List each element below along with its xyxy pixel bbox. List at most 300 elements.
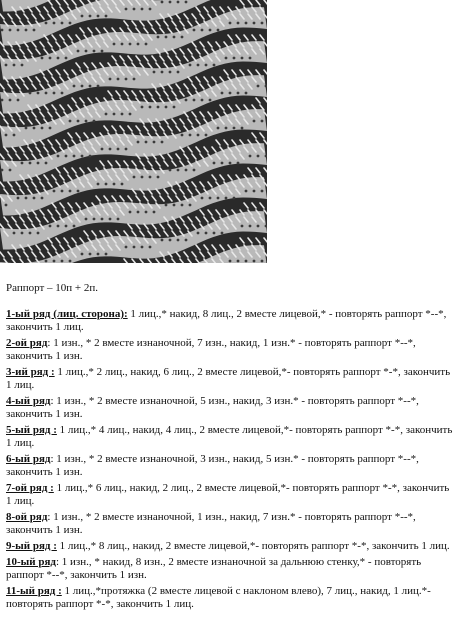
eyelet-hole bbox=[161, 239, 164, 242]
eyelet-hole bbox=[141, 8, 144, 11]
stitch-mark bbox=[184, 112, 188, 117]
stitch-mark bbox=[204, 119, 208, 124]
eyelet-hole bbox=[181, 134, 184, 137]
stitch-mark bbox=[156, 63, 160, 68]
eyelet-hole bbox=[229, 92, 232, 95]
stitch-mark bbox=[128, 196, 132, 201]
eyelet-hole bbox=[89, 85, 92, 88]
stitch-mark bbox=[220, 245, 224, 250]
stitch-mark bbox=[144, 196, 148, 201]
eyelet-hole bbox=[61, 92, 64, 95]
eyelet-hole bbox=[85, 218, 88, 221]
eyelet-hole bbox=[241, 225, 244, 228]
stitch-mark bbox=[40, 210, 44, 215]
stitch-mark bbox=[40, 182, 44, 187]
eyelet-hole bbox=[41, 57, 44, 60]
stitch-mark bbox=[152, 28, 156, 33]
eyelet-hole bbox=[125, 8, 128, 11]
stitch-mark bbox=[36, 217, 40, 222]
stitch-mark bbox=[248, 168, 252, 173]
stitch-mark bbox=[56, 112, 60, 117]
stitch-mark bbox=[104, 126, 108, 131]
stitch-mark bbox=[120, 56, 124, 61]
stitch-mark bbox=[264, 140, 267, 145]
stitch-mark bbox=[168, 126, 172, 131]
stitch-mark bbox=[52, 35, 56, 40]
eyelet-hole bbox=[225, 57, 228, 60]
stitch-mark bbox=[56, 168, 60, 173]
eyelet-hole bbox=[105, 183, 108, 186]
stitch-mark bbox=[248, 0, 252, 5]
stitch-mark bbox=[56, 42, 60, 47]
row-label: 6-ый ряд bbox=[6, 453, 51, 465]
eyelet-hole bbox=[65, 225, 68, 228]
stitch-mark bbox=[56, 140, 60, 145]
stitch-mark bbox=[12, 119, 16, 124]
eyelet-hole bbox=[49, 57, 52, 60]
eyelet-hole bbox=[101, 218, 104, 221]
stitch-mark bbox=[108, 231, 112, 236]
stitch-mark bbox=[52, 217, 56, 222]
stitch-mark bbox=[232, 210, 236, 215]
eyelet-hole bbox=[241, 57, 244, 60]
eyelet-hole bbox=[153, 211, 156, 214]
stitch-mark bbox=[36, 245, 40, 250]
row-instructions bbox=[6, 308, 454, 614]
lace-pattern-image bbox=[0, 0, 267, 263]
stitch-mark bbox=[156, 189, 160, 194]
eyelet-hole bbox=[145, 43, 148, 46]
stitch-mark bbox=[80, 28, 84, 33]
stitch-mark bbox=[200, 42, 204, 47]
stitch-mark bbox=[140, 259, 144, 263]
row-text: : 1 изн., * накид, 8 изн., 2 вместе изнаночной за дальнюю стенку,* - повторять раппорт *--*, закончить 1 изн. bbox=[6, 556, 422, 581]
stitch-mark bbox=[0, 84, 4, 89]
stitch-mark bbox=[168, 224, 172, 229]
stitch-mark bbox=[60, 35, 64, 40]
row-4-instruction bbox=[6, 395, 454, 421]
eyelet-hole bbox=[169, 239, 172, 242]
stitch-mark bbox=[60, 77, 64, 82]
stitch-mark bbox=[32, 42, 36, 47]
eyelet-hole bbox=[45, 92, 48, 95]
eyelet-hole bbox=[145, 141, 148, 144]
stitch-mark bbox=[28, 77, 32, 82]
stitch-mark bbox=[156, 231, 160, 236]
eyelet-hole bbox=[185, 99, 188, 102]
eyelet-hole bbox=[9, 99, 12, 102]
row-3-instruction bbox=[6, 366, 454, 392]
stitch-mark bbox=[188, 77, 192, 82]
eyelet-hole bbox=[205, 232, 208, 235]
eyelet-hole bbox=[249, 225, 252, 228]
stitch-mark bbox=[24, 112, 28, 117]
eyelet-hole bbox=[245, 190, 248, 193]
eyelet-hole bbox=[205, 134, 208, 137]
stitch-mark bbox=[40, 252, 44, 257]
stitch-mark bbox=[216, 140, 220, 145]
eyelet-hole bbox=[177, 1, 180, 4]
stitch-mark bbox=[16, 14, 20, 19]
stitch-mark bbox=[252, 133, 256, 138]
eyelet-hole bbox=[85, 50, 88, 53]
eyelet-hole bbox=[109, 218, 112, 221]
stitch-mark bbox=[68, 203, 72, 208]
eyelet-hole bbox=[181, 204, 184, 207]
eyelet-hole bbox=[137, 141, 140, 144]
stitch-mark bbox=[156, 91, 160, 96]
eyelet-hole bbox=[237, 260, 240, 263]
stitch-mark bbox=[172, 189, 176, 194]
stitch-mark bbox=[16, 154, 20, 159]
stitch-mark bbox=[76, 35, 80, 40]
stitch-mark bbox=[52, 175, 56, 180]
stitch-mark bbox=[164, 231, 168, 236]
stitch-mark bbox=[196, 259, 200, 263]
stitch-mark bbox=[232, 140, 236, 145]
stitch-mark bbox=[248, 238, 252, 243]
eyelet-hole bbox=[25, 197, 28, 200]
row-label: 3-ий ряд : bbox=[6, 366, 55, 378]
stitch-mark bbox=[44, 175, 48, 180]
eyelet-hole bbox=[193, 29, 196, 32]
stitch-mark bbox=[28, 259, 32, 263]
stitch-mark bbox=[244, 105, 248, 110]
eyelet-hole bbox=[197, 232, 200, 235]
stitch-mark bbox=[212, 217, 216, 222]
eyelet-hole bbox=[201, 197, 204, 200]
stitch-mark bbox=[228, 105, 232, 110]
stitch-mark bbox=[128, 56, 132, 61]
eyelet-hole bbox=[149, 106, 152, 109]
stitch-mark bbox=[260, 35, 264, 40]
eyelet-hole bbox=[69, 120, 72, 123]
stitch-mark bbox=[24, 84, 28, 89]
stitch-mark bbox=[144, 126, 148, 131]
stitch-mark bbox=[12, 259, 16, 263]
eyelet-hole bbox=[193, 99, 196, 102]
eyelet-hole bbox=[185, 1, 188, 4]
stitch-mark bbox=[4, 189, 8, 194]
stitch-mark bbox=[124, 231, 128, 236]
eyelet-hole bbox=[197, 64, 200, 67]
stitch-mark bbox=[12, 189, 16, 194]
stitch-mark bbox=[20, 49, 24, 54]
stitch-mark bbox=[20, 259, 24, 263]
eyelet-hole bbox=[161, 71, 164, 74]
stitch-mark bbox=[176, 126, 180, 131]
stitch-mark bbox=[156, 259, 160, 263]
row-label: 7-ой ряд : bbox=[6, 482, 54, 494]
stitch-mark bbox=[8, 14, 12, 19]
stitch-mark bbox=[212, 245, 216, 250]
stitch-mark bbox=[72, 70, 76, 75]
stitch-mark bbox=[192, 56, 196, 61]
eyelet-hole bbox=[57, 155, 60, 158]
stitch-mark bbox=[96, 28, 100, 33]
eyelet-hole bbox=[13, 232, 16, 235]
stitch-mark bbox=[64, 42, 68, 47]
eyelet-hole bbox=[241, 127, 244, 130]
eyelet-hole bbox=[37, 92, 40, 95]
eyelet-hole bbox=[69, 260, 72, 263]
stitch-mark bbox=[188, 91, 192, 96]
stitch-mark bbox=[104, 196, 108, 201]
eyelet-hole bbox=[109, 148, 112, 151]
stitch-mark bbox=[224, 42, 228, 47]
stitch-mark bbox=[36, 49, 40, 54]
stitch-mark bbox=[176, 154, 180, 159]
stitch-mark bbox=[24, 154, 28, 159]
stitch-mark bbox=[60, 203, 64, 208]
stitch-mark bbox=[172, 21, 176, 26]
stitch-mark bbox=[88, 98, 92, 103]
eyelet-hole bbox=[173, 204, 176, 207]
stitch-mark bbox=[208, 42, 212, 47]
stitch-mark bbox=[216, 42, 220, 47]
stitch-mark bbox=[164, 21, 168, 26]
stitch-mark bbox=[72, 168, 76, 173]
stitch-mark bbox=[64, 210, 68, 215]
eyelet-hole bbox=[161, 1, 164, 4]
eyelet-hole bbox=[61, 260, 64, 263]
stitch-mark bbox=[124, 259, 128, 263]
eyelet-hole bbox=[5, 134, 8, 137]
stitch-mark bbox=[180, 119, 184, 124]
stitch-mark bbox=[208, 182, 212, 187]
stitch-mark bbox=[40, 140, 44, 145]
stitch-mark bbox=[208, 14, 212, 19]
stitch-mark bbox=[192, 112, 196, 117]
stitch-mark bbox=[212, 175, 216, 180]
stitch-mark bbox=[184, 56, 188, 61]
stitch-mark bbox=[36, 147, 40, 152]
stitch-mark bbox=[196, 147, 200, 152]
eyelet-hole bbox=[149, 176, 152, 179]
stitch-mark bbox=[188, 217, 192, 222]
stitch-mark bbox=[176, 224, 180, 229]
eyelet-hole bbox=[137, 211, 140, 214]
eyelet-hole bbox=[189, 64, 192, 67]
row-text: 1 лиц.,* 4 лиц., накид, 4 лиц., 2 вместе лицевой,*- повторять раппорт *-*, закончить 1 лиц. bbox=[6, 424, 453, 449]
eyelet-hole bbox=[105, 113, 108, 116]
stitch-mark bbox=[200, 210, 204, 215]
eyelet-hole bbox=[21, 64, 24, 67]
stitch-mark bbox=[76, 133, 80, 138]
eyelet-hole bbox=[245, 22, 248, 25]
stitch-mark bbox=[220, 105, 224, 110]
stitch-mark bbox=[44, 77, 48, 82]
eyelet-hole bbox=[9, 29, 12, 32]
eyelet-hole bbox=[45, 260, 48, 263]
stitch-mark bbox=[212, 77, 216, 82]
stitch-mark bbox=[196, 49, 200, 54]
eyelet-hole bbox=[129, 43, 132, 46]
row-label: 5-ый ряд : bbox=[6, 424, 57, 436]
eyelet-hole bbox=[37, 232, 40, 235]
eyelet-hole bbox=[213, 232, 216, 235]
stitch-mark bbox=[256, 98, 260, 103]
stitch-mark bbox=[148, 91, 152, 96]
eyelet-hole bbox=[157, 106, 160, 109]
row-text: : 1 изн., * 2 вместе изнаночной, 5 изн., накид, 3 изн.* - повторять раппорт *--*, закончить 1 изн. bbox=[6, 395, 419, 420]
stitch-mark bbox=[240, 0, 244, 5]
stitch-mark bbox=[132, 91, 136, 96]
eyelet-hole bbox=[69, 190, 72, 193]
eyelet-hole bbox=[113, 43, 116, 46]
rapport-line: Раппорт – 10п + 2п. bbox=[6, 282, 99, 294]
stitch-mark bbox=[112, 56, 116, 61]
stitch-mark bbox=[16, 224, 20, 229]
eyelet-hole bbox=[105, 15, 108, 18]
stitch-mark bbox=[196, 245, 200, 250]
stitch-mark bbox=[112, 126, 116, 131]
row-2-instruction bbox=[6, 337, 454, 363]
eyelet-hole bbox=[129, 211, 132, 214]
eyelet-hole bbox=[29, 162, 32, 165]
stitch-mark bbox=[84, 203, 88, 208]
stitch-mark bbox=[56, 70, 60, 75]
stitch-mark bbox=[264, 210, 267, 215]
eyelet-hole bbox=[93, 218, 96, 221]
eyelet-hole bbox=[33, 197, 36, 200]
eyelet-hole bbox=[121, 43, 124, 46]
eyelet-hole bbox=[85, 120, 88, 123]
eyelet-hole bbox=[165, 36, 168, 39]
row-label: 1-ый ряд (лиц. сторона): bbox=[6, 308, 128, 320]
stitch-mark bbox=[256, 238, 260, 243]
eyelet-hole bbox=[13, 64, 16, 67]
eyelet-hole bbox=[157, 176, 160, 179]
stitch-mark bbox=[44, 49, 48, 54]
stitch-mark bbox=[200, 252, 204, 257]
eyelet-hole bbox=[45, 162, 48, 165]
eyelet-hole bbox=[1, 99, 4, 102]
stitch-mark bbox=[152, 224, 156, 229]
eyelet-hole bbox=[233, 57, 236, 60]
stitch-mark bbox=[192, 252, 196, 257]
stitch-mark bbox=[264, 98, 267, 103]
eyelet-hole bbox=[237, 22, 240, 25]
stitch-mark bbox=[116, 161, 120, 166]
row-text: 1 лиц.,* 6 лиц., накид, 2 лиц., 2 вместе лицевой,*- повторять раппорт *-*, закончить 1 лиц. bbox=[6, 482, 450, 507]
stitch-mark bbox=[76, 203, 80, 208]
stitch-mark bbox=[204, 245, 208, 250]
stitch-mark bbox=[28, 217, 32, 222]
stitch-mark bbox=[124, 21, 128, 26]
stitch-mark bbox=[60, 175, 64, 180]
stitch-mark bbox=[184, 224, 188, 229]
stitch-mark bbox=[152, 126, 156, 131]
row-1-instruction bbox=[6, 308, 454, 334]
stitch-mark bbox=[44, 105, 48, 110]
stitch-mark bbox=[212, 7, 216, 12]
stitch-mark bbox=[16, 84, 20, 89]
stitch-mark bbox=[32, 252, 36, 257]
stitch-mark bbox=[184, 182, 188, 187]
row-text: : 1 изн., * 2 вместе изнаночной, 7 изн., накид, 1 изн.* - повторять раппорт *--*, закончить 1 изн. bbox=[6, 337, 416, 362]
eyelet-hole bbox=[97, 85, 100, 88]
stitch-mark bbox=[148, 63, 152, 68]
stitch-mark bbox=[204, 217, 208, 222]
stitch-mark bbox=[228, 245, 232, 250]
stitch-mark bbox=[72, 238, 76, 243]
eyelet-hole bbox=[257, 85, 260, 88]
stitch-mark bbox=[4, 49, 8, 54]
eyelet-hole bbox=[77, 190, 80, 193]
eyelet-hole bbox=[149, 8, 152, 11]
stitch-mark bbox=[48, 112, 52, 117]
stitch-mark bbox=[40, 42, 44, 47]
eyelet-hole bbox=[61, 22, 64, 25]
stitch-mark bbox=[172, 259, 176, 263]
stitch-mark bbox=[256, 70, 260, 75]
eyelet-hole bbox=[125, 148, 128, 151]
eyelet-hole bbox=[37, 162, 40, 165]
stitch-mark bbox=[228, 175, 232, 180]
stitch-mark bbox=[64, 140, 68, 145]
eyelet-hole bbox=[209, 29, 212, 32]
row-7-instruction bbox=[6, 482, 454, 508]
stitch-mark bbox=[192, 154, 196, 159]
stitch-mark bbox=[68, 105, 72, 110]
eyelet-hole bbox=[125, 78, 128, 81]
eyelet-hole bbox=[81, 15, 84, 18]
eyelet-hole bbox=[205, 64, 208, 67]
stitch-mark bbox=[144, 56, 148, 61]
eyelet-hole bbox=[177, 71, 180, 74]
stitch-mark bbox=[204, 77, 208, 82]
stitch-mark bbox=[208, 112, 212, 117]
eyelet-hole bbox=[33, 29, 36, 32]
eyelet-hole bbox=[117, 78, 120, 81]
stitch-mark bbox=[248, 70, 252, 75]
stitch-mark bbox=[176, 56, 180, 61]
eyelet-hole bbox=[225, 127, 228, 130]
eyelet-hole bbox=[29, 92, 32, 95]
stitch-mark bbox=[112, 196, 116, 201]
stitch-mark bbox=[4, 119, 8, 124]
stitch-mark bbox=[184, 126, 188, 131]
eyelet-hole bbox=[9, 169, 12, 172]
stitch-mark bbox=[180, 49, 184, 54]
eyelet-hole bbox=[193, 169, 196, 172]
stitch-mark bbox=[48, 252, 52, 257]
eyelet-hole bbox=[65, 57, 68, 60]
eyelet-hole bbox=[121, 113, 124, 116]
eyelet-hole bbox=[209, 99, 212, 102]
stitch-mark bbox=[176, 14, 180, 19]
stitch-mark bbox=[8, 252, 12, 257]
eyelet-hole bbox=[89, 253, 92, 256]
stitch-mark bbox=[192, 224, 196, 229]
stitch-mark bbox=[80, 98, 84, 103]
eyelet-hole bbox=[49, 127, 52, 130]
stitch-mark bbox=[28, 119, 32, 124]
eyelet-hole bbox=[41, 197, 44, 200]
stitch-mark bbox=[64, 238, 68, 243]
eyelet-hole bbox=[213, 64, 216, 67]
stitch-mark bbox=[180, 91, 184, 96]
stitch-mark bbox=[224, 210, 228, 215]
stitch-mark bbox=[60, 105, 64, 110]
stitch-mark bbox=[44, 7, 48, 12]
eyelet-hole bbox=[257, 155, 260, 158]
stitch-mark bbox=[184, 252, 188, 257]
stitch-mark bbox=[64, 70, 68, 75]
stitch-mark bbox=[60, 7, 64, 12]
eyelet-hole bbox=[5, 64, 8, 67]
